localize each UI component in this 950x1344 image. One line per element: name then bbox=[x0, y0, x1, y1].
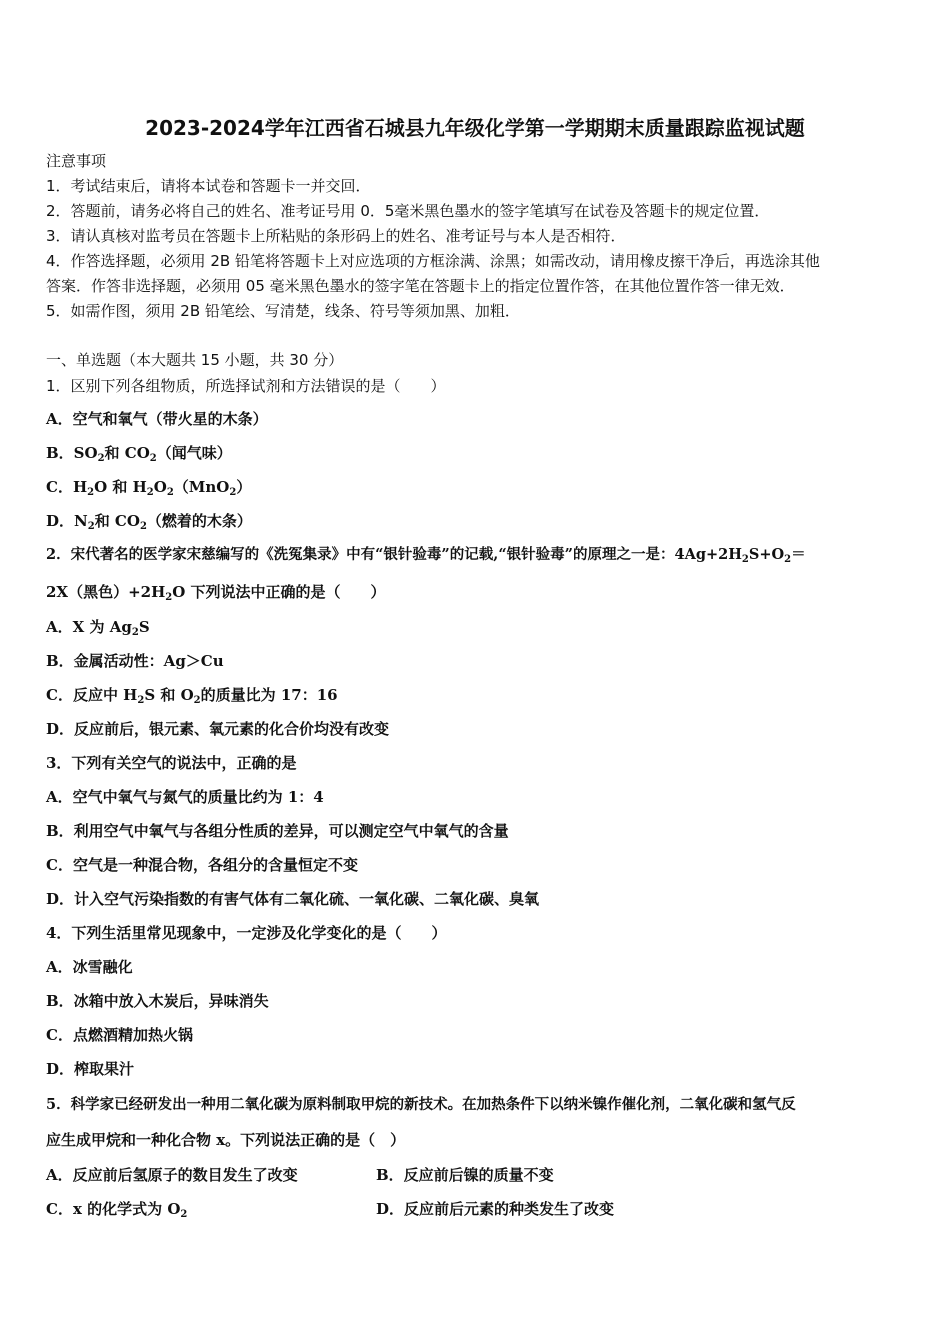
question-5-stem-line1: 5．科学家已经研发出一种用二氧化碳为原料制取甲烷的新技术。在加热条件下以纳米镍作催化剂，二氧化碳和氢气反 bbox=[46, 1096, 796, 1113]
question-5-option-c: C．x 的化学式为 $O_2$ bbox=[46, 1200, 188, 1220]
question-1-stem: 1．区别下列各组物质，所选择试剂和方法错误的是（ ） bbox=[46, 377, 446, 395]
question-4-option-b: B．冰箱中放入木炭后，异味消失 bbox=[46, 992, 269, 1010]
question-2-option-a: A．X 为 $Ag_2S$ bbox=[46, 618, 150, 638]
question-2-option-c: C．反应中 $H_2S$ 和 $O_2$的质量比为 17：16 bbox=[46, 686, 338, 706]
notice-item-5: 5．如需作图，须用 2B 铅笔绘、写清楚，线条、符号等须加黑、加粗． bbox=[46, 302, 520, 320]
question-1-option-d: D．$N_2$和 $CO_2$（燃着的木条） bbox=[46, 512, 252, 532]
notice-item-3: 3．请认真核对监考员在答题卡上所粘贴的条形码上的姓名、准考证号与本人是否相符． bbox=[46, 227, 626, 245]
page-title: 2023-2024学年江西省石城县九年级化学第一学期期末质量跟踪监视试题 bbox=[145, 116, 805, 140]
question-5-stem-line2: 应生成甲烷和一种化合物 x。下列说法正确的是（ ） bbox=[46, 1131, 406, 1149]
question-1-option-b: B．$SO_2$和 $CO_2$（闻气味） bbox=[46, 444, 232, 464]
question-3-option-b: B．利用空气中氧气与各组分性质的差异，可以测定空气中氧气的含量 bbox=[46, 822, 509, 840]
question-1-option-a: A．空气和氧气（带火星的木条） bbox=[46, 410, 268, 428]
notice-heading: 注意事项 bbox=[46, 152, 107, 170]
question-3-stem: 3．下列有关空气的说法中，正确的是 bbox=[46, 754, 297, 772]
question-5-option-d: D．反应前后元素的种类发生了改变 bbox=[376, 1200, 615, 1218]
section-heading: 一、单选题（本大题共 15 小题，共 30 分） bbox=[46, 351, 344, 369]
question-1-option-c: C．$H_2O$ 和 $H_2O_2(MnO_2)$ bbox=[46, 478, 252, 498]
notice-item-4-cont: 答案．作答非选择题，必须用 05 毫米黑色墨水的签字笔在答题卡上的指定位置作答，在其他位置作答一律无效． bbox=[46, 277, 795, 295]
question-4-option-d: D．榨取果汁 bbox=[46, 1060, 135, 1078]
notice-item-1: 1．考试结束后，请将本试卷和答题卡一并交回． bbox=[46, 177, 371, 195]
question-2-stem-line2: 2X（黑色）$+2H_2O$ 下列说法中正确的是（ ） bbox=[46, 583, 386, 603]
notice-item-4: 4．作答选择题，必须用 2B 铅笔将答题卡上对应选项的方框涂满、涂黑；如需改动，请用橡皮擦干净后，再选涂其他 bbox=[46, 252, 820, 270]
question-4-option-a: A．冰雪融化 bbox=[46, 958, 133, 976]
notice-item-2: 2．答题前，请务必将自己的姓名、准考证号用 0．5毫米黑色墨水的签字笔填写在试卷及答题卡的规定位置． bbox=[46, 202, 770, 220]
question-4-option-c: C．点燃酒精加热火锅 bbox=[46, 1026, 193, 1044]
question-5-option-a: A．反应前后氢原子的数目发生了改变 bbox=[46, 1166, 298, 1184]
question-3-option-c: C．空气是一种混合物，各组分的含量恒定不变 bbox=[46, 856, 358, 874]
question-2-option-b: B．金属活动性：Ag＞Cu bbox=[46, 652, 224, 670]
question-4-stem: 4．下列生活里常见现象中，一定涉及化学变化的是（ ） bbox=[46, 924, 447, 942]
question-5-option-b: B．反应前后镍的质量不变 bbox=[376, 1166, 554, 1184]
question-2-option-d: D．反应前后，银元素、氧元素的化合价均没有改变 bbox=[46, 720, 390, 738]
question-2-stem-line1: 2．宋代著名的医学家宋慈编写的《洗冤集录》中有“银针验毒”的记载,“银针验毒”的原理之一是：$4Ag+2H_2S+O_2=$ bbox=[46, 546, 806, 565]
question-3-option-a: A．空气中氧气与氮气的质量比约为 1：4 bbox=[46, 788, 324, 806]
question-3-option-d: D．计入空气污染指数的有害气体有二氧化硫、一氧化碳、二氧化碳、臭氧 bbox=[46, 890, 540, 908]
